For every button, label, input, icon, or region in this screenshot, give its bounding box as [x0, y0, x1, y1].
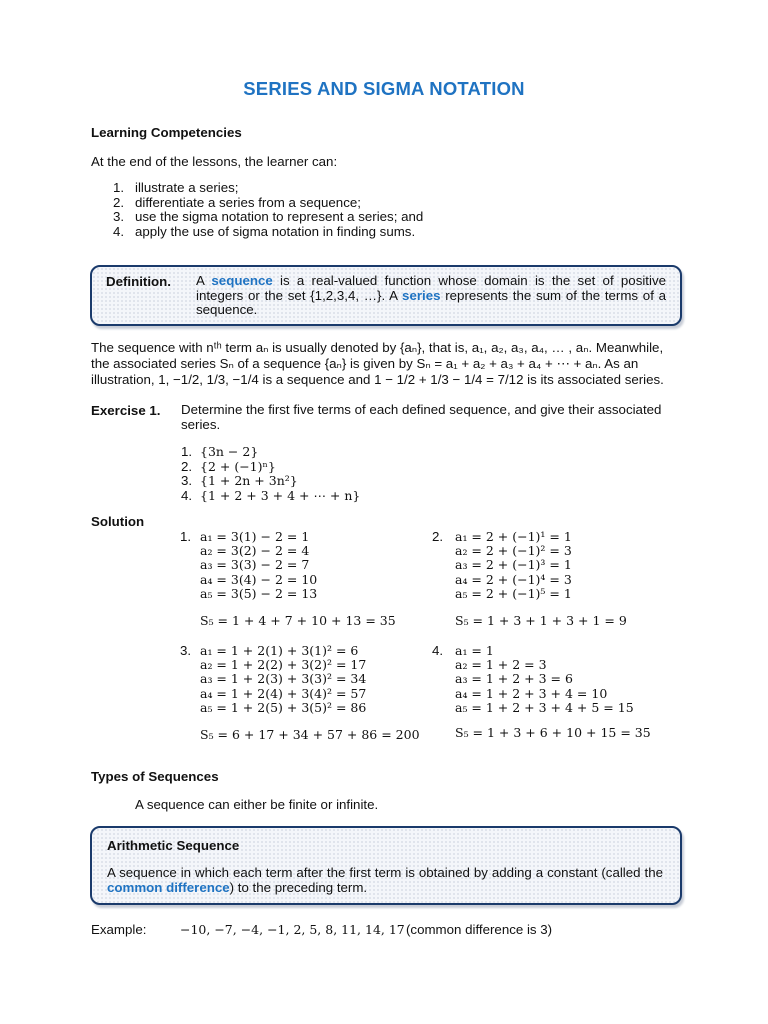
solution-number: 4. — [432, 643, 444, 658]
solution-number: 2. — [432, 529, 444, 544]
example-sequence: −10, −7, −4, −1, 2, 5, 8, 11, 14, 17 — [180, 922, 405, 937]
arithmetic-heading: Arithmetic Sequence — [107, 838, 240, 853]
paragraph-line: The sequence with nᵗʰ term aₙ is usually denoted by {aₙ}, that is, a₁, a₂, a₃, a₄, … , aₙ. Meanwhile, — [91, 340, 664, 355]
exercise-label: Exercise 1. — [91, 403, 161, 418]
paragraph-line: illustration, 1, −1/2, 1/3, −1/4 is a sequence and 1 − 1/2 + 1/3 − 1/4 = 7/12 is its associated series. — [91, 372, 664, 387]
solution-heading: Solution — [91, 514, 145, 529]
list-item: 1. {3n − 2} — [181, 444, 259, 459]
arithmetic-text: A sequence in which each term after the first term is obtained by adding a constant (called the common difference) to the preceding term. — [107, 865, 663, 895]
solution-number: 3. — [180, 643, 192, 658]
competencies-intro: At the end of the lessons, the learner can: — [91, 154, 338, 169]
solution-block-2: a₁ = 2 + (−1)¹ = 1 a₂ = 2 + (−1)² = 3 a₃ = 2 + (−1)³ = 1 a₄ = 2 + (−1)⁴ = 3 a₅ = 2 + (−1)⁵ = 1 S₅ = 1 + 3 + 1 + 3 + 1 = 9 — [455, 529, 627, 628]
paragraph-line: the associated series Sₙ of a sequence {aₙ} is given by Sₙ = a₁ + a₂ + a₃ + a₄ + ⋯ + aₙ. As an — [91, 356, 639, 371]
solution-block-1: a₁ = 3(1) − 2 = 1 a₂ = 3(2) − 2 = 4 a₃ = 3(3) − 2 = 7 a₄ = 3(4) − 2 = 10 a₅ = 3(5) − 2 = 13 S₅ = 1 + 4 + 7 + 10 + 13 = 35 — [200, 529, 396, 628]
definition-label: Definition. — [106, 274, 171, 289]
term-series: series — [402, 287, 441, 303]
definition-text: A sequence is a real-valued function whose domain is the set of positive integers or the set {1,2,3,4, …}. A series represents the sum of the terms of a sequence. — [196, 273, 666, 317]
term-sequence: sequence — [211, 273, 273, 288]
list-item: 3. {1 + 2n + 3n²} — [181, 473, 298, 488]
example-label: Example: — [91, 922, 147, 937]
list-item: 4. apply the use of sigma notation in finding sums. — [113, 223, 416, 239]
types-heading: Types of Sequences — [91, 769, 219, 784]
competencies-list — [113, 181, 423, 239]
list-item: 3. use the sigma notation to represent a series; and — [113, 209, 424, 224]
list-item: 2. {2 + (−1)ⁿ} — [181, 458, 276, 474]
exercise-text: Determine the first five terms of each defined sequence, and give their associated series. — [181, 402, 662, 432]
types-text: A sequence can either be finite or infinite. — [135, 797, 379, 812]
competencies-heading: Learning Competencies — [91, 125, 242, 140]
list-item: 2. differentiate a series from a sequence; — [113, 194, 361, 210]
solution-number: 1. — [180, 529, 192, 544]
term-common-difference: common difference — [107, 879, 230, 895]
exercise-list — [181, 444, 360, 502]
solution-block-3: a₁ = 1 + 2(1) + 3(1)² = 6 a₂ = 1 + 2(2) + 3(2)² = 17 a₃ = 1 + 2(3) + 3(3)² = 34 a₄ = 1 + 2(4) + 3(4)² = 57 a₅ = 1 + 2(5) + 3(5)² = 86 S₅ = 6 + 17 + 34 + 57 + 86 = 200 — [200, 643, 420, 742]
example-note: (common difference is 3) — [406, 922, 553, 937]
list-item: 1. illustrate a series; — [113, 180, 239, 195]
page-title: SERIES AND SIGMA NOTATION — [243, 78, 525, 99]
intro-paragraph — [91, 340, 681, 388]
solution-block-4: a₁ = 1 a₂ = 1 + 2 = 3 a₃ = 1 + 2 + 3 = 6 a₄ = 1 + 2 + 3 + 4 = 10 a₅ = 1 + 2 + 3 + 4 + 5 = 15 S₅ = 1 + 3 + 6 + 10 + 15 = 35 — [455, 643, 651, 740]
list-item: 4. {1 + 2 + 3 + 4 + ⋯ + n} — [181, 487, 361, 503]
